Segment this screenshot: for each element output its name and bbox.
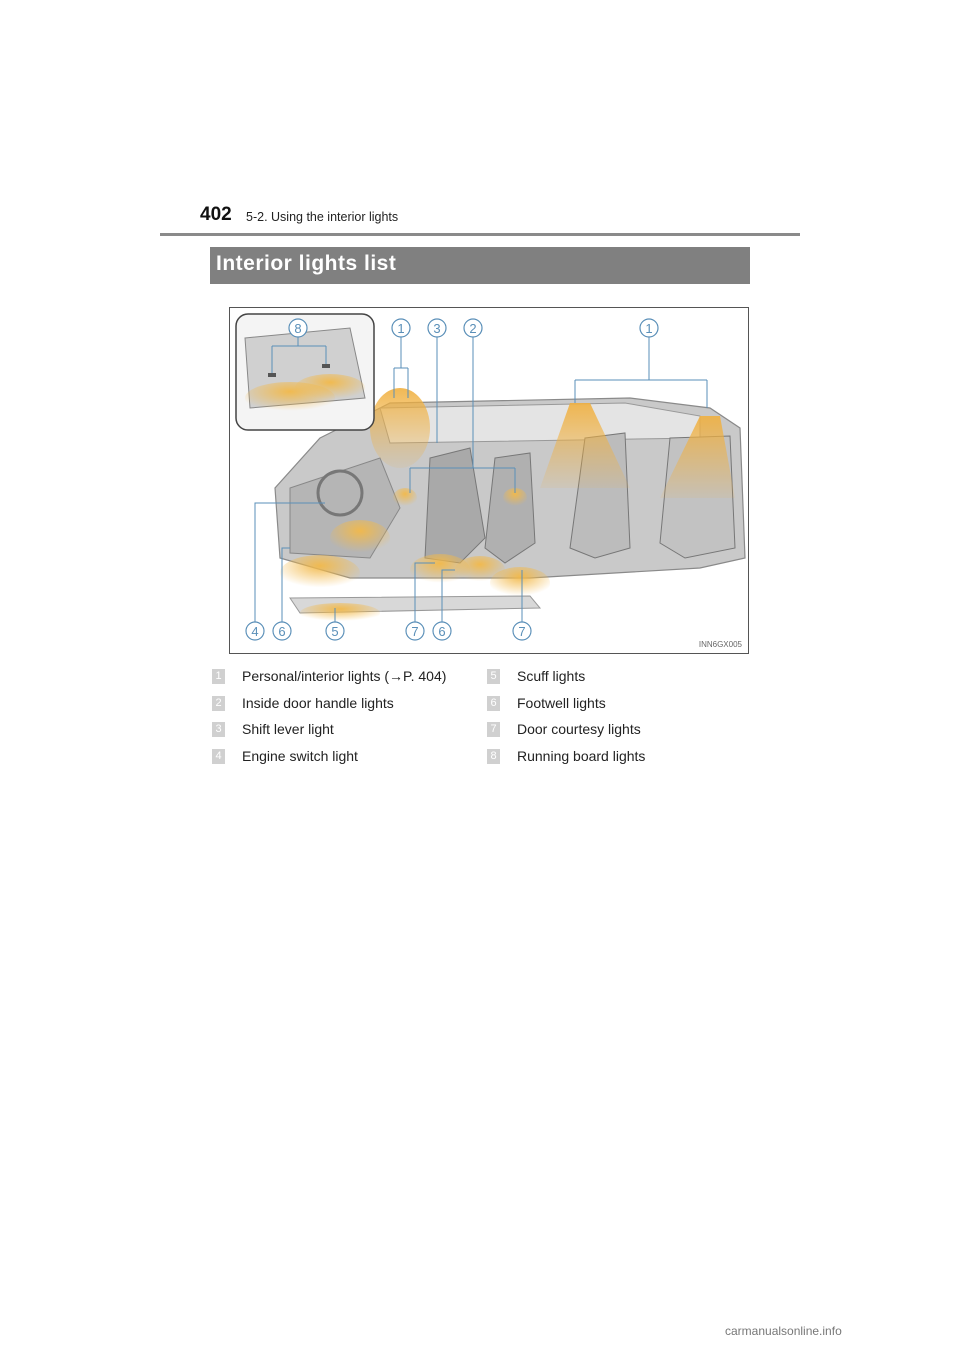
legend-text: Footwell lights: [517, 694, 606, 711]
interior-lights-figure: [229, 307, 749, 654]
callout-label-7a: 7: [411, 624, 419, 639]
callout-label-3: 3: [433, 321, 441, 336]
bottom-callouts: [246, 622, 531, 640]
header-rule: [160, 233, 800, 236]
callout-label-1a: 1: [397, 321, 405, 336]
legend-number: 5: [487, 669, 500, 684]
legend-number: 6: [487, 696, 500, 711]
callout-label-6b: 6: [438, 624, 446, 639]
legend-number: 8: [487, 749, 500, 764]
footer-watermark[interactable]: carmanualsonline.info: [725, 1324, 842, 1338]
figure-code: INN6GX005: [698, 640, 742, 649]
legend-text: Door courtesy lights: [517, 721, 641, 737]
legend-number: 1: [212, 669, 225, 684]
callout-label-7b: 7: [518, 624, 526, 639]
banner-title: Interior lights list: [216, 252, 397, 275]
page-number: 402: [200, 204, 232, 225]
legend-text: Inside door handle lights: [242, 694, 394, 711]
callout-label-5: 5: [331, 624, 339, 639]
legend-text: Engine switch light: [242, 747, 358, 764]
legend-text: Shift lever light: [242, 721, 334, 737]
section-banner: [210, 247, 750, 284]
section-title: 5-2. Using the interior lights: [246, 210, 399, 224]
callout-label-1b: 1: [645, 321, 653, 336]
legend-number: 7: [487, 722, 500, 737]
callout-label-6a: 6: [278, 624, 286, 639]
legend-text: Personal/interior lights (→P. 404): [242, 668, 447, 684]
callout-label-8: 8: [294, 321, 302, 336]
legend-text: Running board lights: [517, 747, 646, 764]
legend-number: 2: [212, 696, 225, 711]
legend-number: 4: [212, 749, 225, 764]
callout-label-4: 4: [251, 624, 259, 639]
legend-text: Scuff lights: [517, 668, 586, 684]
legend-number: 3: [212, 722, 225, 737]
callout-label-2: 2: [469, 321, 477, 336]
